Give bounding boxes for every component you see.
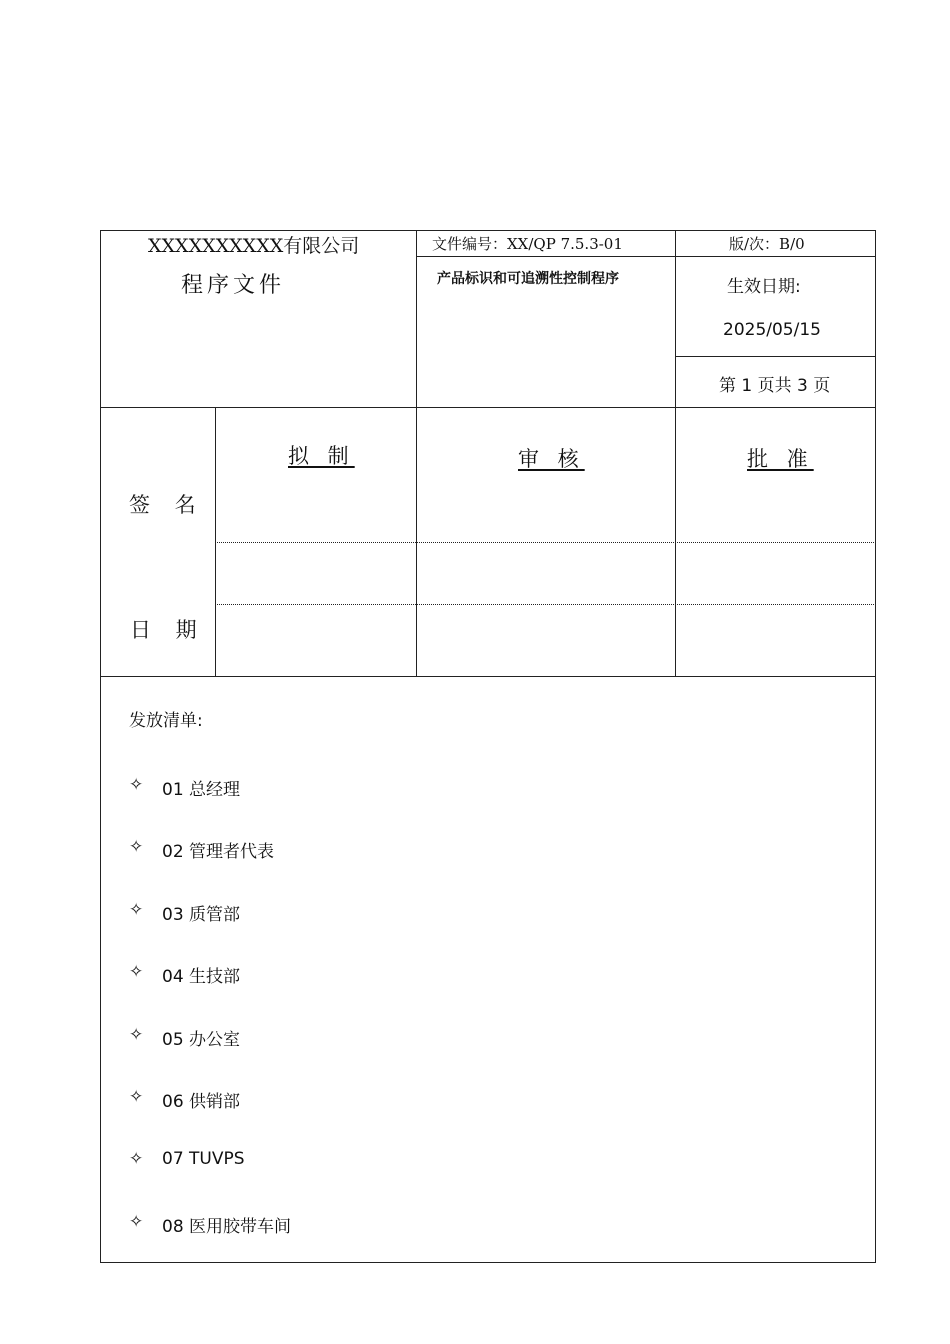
star-bullet-icon: ✧ — [129, 837, 144, 858]
page-info: 第 1 页共 3 页 — [719, 376, 831, 396]
star-bullet-icon: ✧ — [129, 775, 144, 795]
list-item — [129, 1087, 291, 1149]
divider — [675, 356, 876, 357]
list-item — [129, 1212, 291, 1274]
distribution-list-title: 发放清单: — [129, 711, 203, 731]
list-item-label: 05 办公室 — [162, 1029, 241, 1050]
list-item-label: 07 TUVPS — [162, 1149, 245, 1170]
effective-date: 2025/05/15 — [723, 320, 821, 340]
version: 版/次：B/0 — [729, 235, 805, 253]
star-bullet-icon: ✧ — [129, 899, 144, 920]
signature-row-label: 签 名 — [129, 493, 205, 517]
star-bullet-icon: ✧ — [129, 1086, 144, 1107]
distribution-list — [129, 775, 291, 1274]
divider — [416, 256, 876, 257]
list-item — [129, 1149, 291, 1211]
reviewed-by-heading: 审 核 — [518, 447, 585, 471]
date-row-label: 日 期 — [130, 618, 206, 642]
star-bullet-icon: ✧ — [129, 962, 144, 983]
divider — [416, 230, 417, 676]
list-item-label: 04 生技部 — [162, 967, 241, 988]
star-bullet-icon: ✧ — [129, 1149, 144, 1170]
divider — [100, 676, 876, 677]
divider — [215, 604, 876, 605]
list-item-label: 06 供销部 — [162, 1091, 241, 1112]
list-item-label: 03 质管部 — [162, 904, 241, 925]
effective-date-label: 生效日期: — [727, 277, 801, 297]
list-item — [129, 775, 291, 837]
company-name: XXXXXXXXXX有限公司 — [148, 235, 360, 257]
list-item-label: 02 管理者代表 — [162, 842, 275, 863]
list-item — [129, 900, 291, 962]
list-item — [129, 837, 291, 899]
list-item-label: 01 总经理 — [162, 780, 241, 800]
document-title: 产品标识和可追溯性控制程序 — [437, 271, 619, 287]
list-item — [129, 962, 291, 1024]
divider — [100, 407, 876, 408]
drafted-by-heading: 拟 制 — [288, 444, 355, 468]
divider — [215, 542, 876, 543]
approved-by-heading: 批 准 — [747, 447, 814, 471]
divider — [675, 230, 676, 676]
list-item-label: 08 医用胶带车间 — [162, 1216, 292, 1237]
document-number: 文件编号：XX/QP 7.5.3-01 — [432, 235, 623, 253]
list-item — [129, 1025, 291, 1087]
document-type: 程序文件 — [181, 273, 286, 298]
star-bullet-icon: ✧ — [129, 1211, 144, 1232]
star-bullet-icon: ✧ — [129, 1024, 144, 1045]
